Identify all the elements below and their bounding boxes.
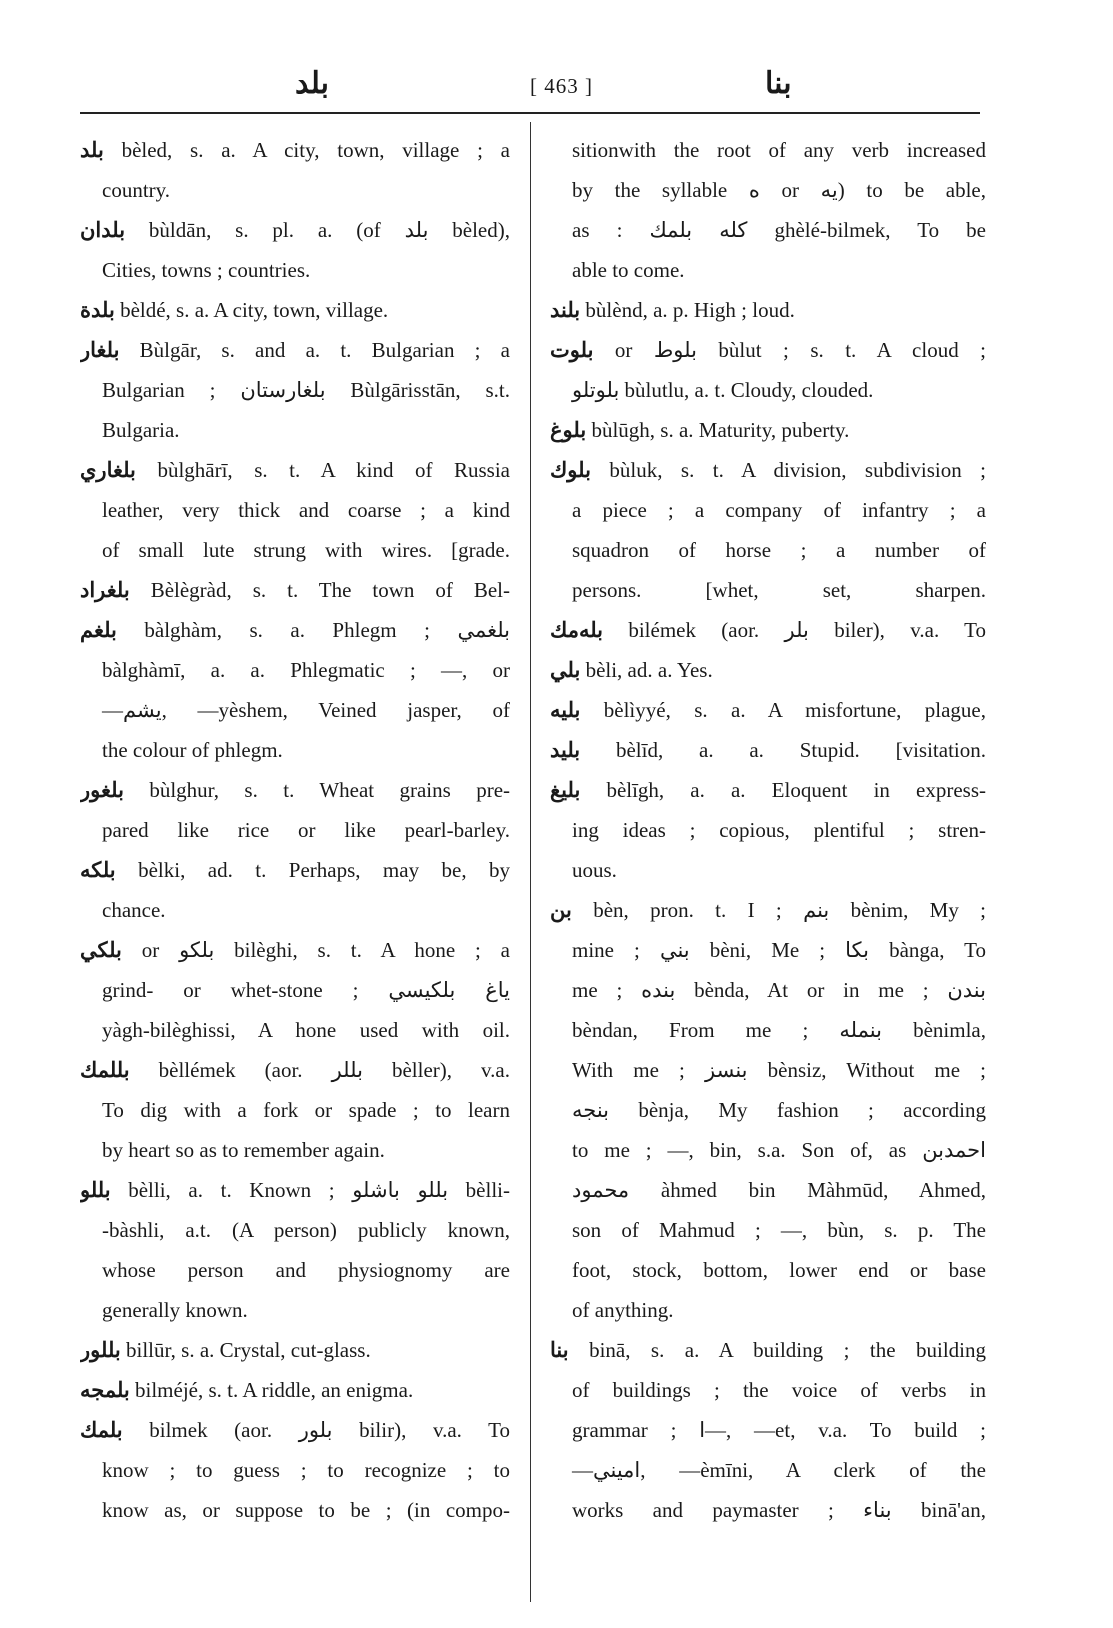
entry-line [80, 1170, 510, 1210]
entry-text: ing ideas ; copious, plentiful ; stren- [572, 818, 986, 842]
entry-text: bilémek (aor. بلر biler), v.a. To [628, 618, 986, 642]
entry-text: the colour of phlegm. [102, 738, 283, 762]
entry-line [550, 1290, 986, 1330]
entry-line [80, 1210, 510, 1250]
arabic-headword: بلكي [80, 938, 122, 962]
entry-text: bèndan, From me ; بنمله bènimla, [572, 1018, 986, 1042]
entry-text: —يشم, —yèshem, Veined jasper, of [102, 698, 510, 722]
entry-line [80, 1290, 510, 1330]
entry-text: Bèlègràd, s. t. The town of Bel- [150, 578, 510, 602]
entry-text: son of Mahmud ; —, bùn, s. p. The [572, 1218, 986, 1242]
entry-line [550, 330, 986, 370]
entry-text: of small lute strung with wires. [grade. [102, 538, 510, 562]
entry-text: بلوتلو bùlutlu, a. t. Cloudy, clouded. [572, 378, 874, 402]
entry-line [550, 1210, 986, 1250]
entry-line [80, 1410, 510, 1450]
entry-text: bàlghàm, s. a. Phlegm ; بلغمي [144, 618, 510, 642]
entry-line [550, 290, 986, 330]
page-number: [ 463 ] [530, 74, 593, 98]
arabic-headword: بلدان [80, 218, 126, 242]
arabic-headword: بلي [550, 658, 581, 682]
entry-line [80, 530, 510, 570]
entry-text: billūr, s. a. Crystal, cut-glass. [126, 1338, 371, 1362]
entry-line [80, 1130, 510, 1170]
entry-text: Bùlgār, s. and a. t. Bulgarian ; a [139, 338, 510, 362]
left-running-headword: بلد [295, 67, 330, 100]
arabic-headword: بن [550, 898, 572, 922]
arabic-headword: بلوت [550, 338, 594, 362]
arabic-headword: بلوغ [550, 418, 587, 442]
entry-line [550, 690, 986, 730]
arabic-headword: بلوك [550, 458, 591, 482]
entry-line [550, 850, 986, 890]
arabic-headword: بنا [550, 1338, 569, 1362]
entry-text: bèllémek (aor. بللر bèller), v.a. [158, 1058, 510, 1082]
entry-text: bèldé, s. a. A city, town, village. [120, 298, 389, 322]
entry-text: bèlki, ad. t. Perhaps, may be, by [138, 858, 510, 882]
arabic-headword: بللور [80, 1338, 121, 1362]
entry-line [550, 1450, 986, 1490]
entry-text: squadron of horse ; a number of [572, 538, 986, 562]
entry-text: bilmek (aor. بلور bilir), v.a. To [149, 1418, 510, 1442]
arabic-headword: بلند [550, 298, 581, 322]
entry-line [550, 130, 986, 170]
entry-text: grammar ; ا—, —et, v.a. To build ; [572, 1418, 986, 1442]
entry-text: binā, s. a. A building ; the building [589, 1338, 986, 1362]
entry-line [550, 890, 986, 930]
entry-text: bùluk, s. t. A division, subdivision ; [609, 458, 986, 482]
entry-text: uous. [572, 858, 617, 882]
entry-line [80, 450, 510, 490]
entry-text: bèlīgh, a. a. Eloquent in express- [606, 778, 986, 802]
arabic-headword: بلغم [80, 618, 117, 642]
entry-text: pared like rice or like pearl-barley. [102, 818, 510, 842]
entry-text: —اميني, —èmīni, A clerk of the [572, 1458, 986, 1482]
entry-text: or بلكو bilèghi, s. t. A hone ; a [141, 938, 510, 962]
entry-text: bùlghārī, s. t. A kind of Russia [157, 458, 510, 482]
entry-text: of anything. [572, 1298, 674, 1322]
right-column [550, 130, 986, 1530]
arabic-headword: بلمك [80, 1418, 123, 1442]
arabic-headword: بللو [80, 1178, 111, 1202]
entry-text: or بلوط bùlut ; s. t. A cloud ; [614, 338, 986, 362]
entry-text: bùlènd, a. p. High ; loud. [585, 298, 795, 322]
entry-text: to me ; —, bin, s.a. Son of, as احمدبن [572, 1138, 986, 1162]
entry-line [80, 1450, 510, 1490]
entry-line [550, 370, 986, 410]
entry-text: Cities, towns ; countries. [102, 258, 311, 282]
entry-text: know ; to guess ; to recognize ; to [102, 1458, 510, 1482]
entry-line [80, 730, 510, 770]
entry-text: Bulgaria. [102, 418, 180, 442]
entry-line [550, 410, 986, 450]
entry-line [550, 1330, 986, 1370]
entry-line [550, 450, 986, 490]
entry-line [80, 890, 510, 930]
entry-line [550, 1410, 986, 1450]
entry-text: bèlìyyé, s. a. A misfortune, plague, [603, 698, 986, 722]
entry-line [550, 170, 986, 210]
entry-line [80, 130, 510, 170]
entry-text: works and paymaster ; بناء binā'an, [572, 1498, 986, 1522]
entry-text: yàgh-bilèghissi, A hone used with oil. [102, 1018, 510, 1042]
entry-text: bàlghàmī, a. a. Phlegmatic ; —, or [102, 658, 510, 682]
entry-text: بنجه bènja, My fashion ; according [572, 1098, 986, 1122]
entry-text: bilméjé, s. t. A riddle, an enigma. [135, 1378, 414, 1402]
entry-line [80, 650, 510, 690]
entry-text: able to come. [572, 258, 685, 282]
entry-text: persons. [whet, set, sharpen. [572, 578, 986, 602]
entry-text: leather, very thick and coarse ; a kind [102, 498, 510, 522]
entry-line [80, 1330, 510, 1370]
entry-line [80, 1090, 510, 1130]
entry-line [550, 210, 986, 250]
entry-line [550, 970, 986, 1010]
entry-text: by the syllable ه or يه) to be able, [572, 178, 986, 202]
entry-line [80, 690, 510, 730]
entry-text: Bulgarian ; بلغارستان Bùlgārisstān, s.t. [102, 378, 510, 402]
entry-line [80, 210, 510, 250]
entry-line [550, 810, 986, 850]
entry-line [550, 610, 986, 650]
entry-text: With me ; بنسز bènsiz, Without me ; [572, 1058, 986, 1082]
entry-text: whose person and physiognomy are [102, 1258, 510, 1282]
entry-line [550, 570, 986, 610]
entry-text: a piece ; a company of infantry ; a [572, 498, 986, 522]
entry-text: bèn, pron. t. I ; بنم bènim, My ; [593, 898, 986, 922]
entry-text: bèled, s. a. A city, town, village ; a [121, 138, 510, 162]
right-running-headword: بنا [765, 67, 792, 100]
arabic-headword: بلد [80, 138, 104, 162]
arabic-headword: بلغور [80, 778, 124, 802]
entry-text: bèlli, a. t. Known ; بللو باشلو bèlli- [128, 1178, 510, 1202]
arabic-headword: بلكه [80, 858, 116, 882]
entry-line [550, 650, 986, 690]
entry-line [80, 290, 510, 330]
arabic-headword: بليد [550, 738, 581, 762]
entry-line [550, 1050, 986, 1090]
entry-line [550, 930, 986, 970]
arabic-headword: بلغراد [80, 578, 130, 602]
entry-text: bùlūgh, s. a. Maturity, puberty. [591, 418, 850, 442]
entry-text: by heart so as to remember again. [102, 1138, 385, 1162]
entry-text: of buildings ; the voice of verbs in [572, 1378, 986, 1402]
entry-line [80, 330, 510, 370]
arabic-headword: بلدة [80, 298, 115, 322]
entry-line [550, 1130, 986, 1170]
entry-line [80, 970, 510, 1010]
arabic-headword: بللمك [80, 1058, 130, 1082]
entry-line [80, 490, 510, 530]
entry-line [550, 250, 986, 290]
entry-line [550, 770, 986, 810]
entry-text: mine ; بني bèni, Me ; بكا bànga, To [572, 938, 986, 962]
entry-text: bèlīd, a. a. Stupid. [visitation. [615, 738, 986, 762]
entry-line [550, 490, 986, 530]
arabic-headword: بلغاري [80, 458, 136, 482]
entry-line [80, 1050, 510, 1090]
entry-line [550, 530, 986, 570]
entry-text: chance. [102, 898, 166, 922]
entry-line [80, 370, 510, 410]
entry-text: know as, or suppose to be ; (in compo- [102, 1498, 510, 1522]
entry-line [80, 930, 510, 970]
entry-line [80, 810, 510, 850]
entry-text: bùlghur, s. t. Wheat grains pre- [149, 778, 510, 802]
entry-line [550, 1170, 986, 1210]
entry-line [80, 410, 510, 450]
entry-text: -bàshli, a.t. (A person) publicly known, [102, 1218, 510, 1242]
arabic-headword: بلمجه [80, 1378, 130, 1402]
entry-line [550, 1490, 986, 1530]
entry-line [550, 1250, 986, 1290]
entry-line [80, 570, 510, 610]
entry-text: bèli, ad. a. Yes. [585, 658, 713, 682]
entry-text: foot, stock, bottom, lower end or base [572, 1258, 986, 1282]
arabic-headword: بليغ [550, 778, 581, 802]
entry-line [80, 1370, 510, 1410]
entry-line [80, 1010, 510, 1050]
entry-line [550, 730, 986, 770]
entry-text: country. [102, 178, 171, 202]
entry-line [80, 770, 510, 810]
arabic-headword: بليه [550, 698, 581, 722]
entry-text: as : كله بلمك ghèlé-bilmek, To be [572, 218, 986, 242]
arabic-headword: بلغار [80, 338, 120, 362]
entry-text: sitionwith the root of any verb increased [572, 138, 986, 162]
left-column [80, 130, 510, 1530]
entry-text: To dig with a fork or spade ; to learn [102, 1098, 510, 1122]
entry-line [550, 1010, 986, 1050]
column-divider [530, 122, 531, 1602]
entry-line [550, 1090, 986, 1130]
arabic-headword: بله‌مك [550, 618, 604, 642]
entry-text: grind- or whet-stone ; ياغ بلكيسي [102, 978, 510, 1002]
header-rule [80, 112, 980, 114]
entry-line [80, 610, 510, 650]
entry-text: generally known. [102, 1298, 248, 1322]
entry-text: محمود àhmed bin Màhmūd, Ahmed, [572, 1178, 986, 1202]
entry-line [80, 250, 510, 290]
entry-line [80, 1490, 510, 1530]
entry-line [550, 1370, 986, 1410]
entry-text: me ; بنده bènda, At or in me ; بندن [572, 978, 986, 1002]
entry-line [80, 170, 510, 210]
page-header [60, 62, 1060, 110]
entry-line [80, 1250, 510, 1290]
entry-line [80, 850, 510, 890]
entry-text: bùldān, s. pl. a. (of بلد bèled), [148, 218, 510, 242]
